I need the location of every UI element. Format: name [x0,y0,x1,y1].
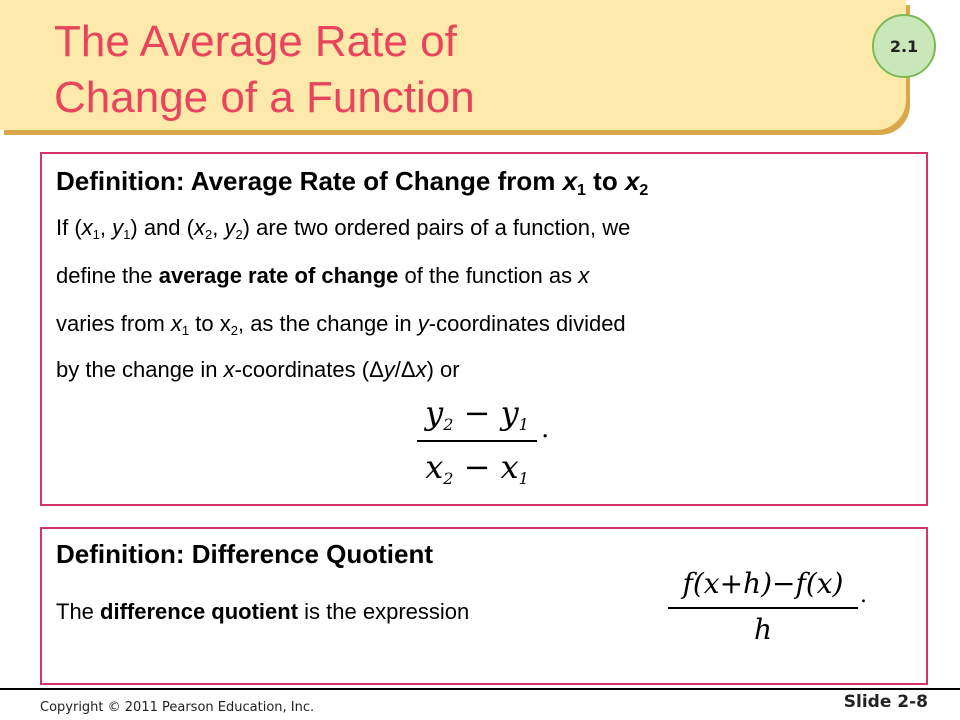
definition-heading: Definition: Difference Quotient [56,539,433,569]
definition-text-line: The difference quotient is the expression [56,599,470,624]
definition-text-line: If ($x_1$, $y_1$) and ($x_2$, $y_2$) are two ordered pairs of a function, we [56,215,631,242]
formula-denominator: h [753,613,773,646]
section-badge: 2.1 [872,14,936,78]
formula-numerator: $y_2 - y_1$ [425,394,529,434]
definition-box-difference-quotient [40,527,928,685]
definition-box-average-rate [40,152,928,506]
fraction-bar [417,440,537,442]
slide-title [54,14,475,126]
definition-text-line: varies from $x_1$ to $x_2$, as the change in y-coordinates divided [56,311,626,338]
term-average-rate-of-change: average rate of change [158,263,399,288]
term-difference-quotient: difference quotient [100,599,299,624]
formula-period: . [860,583,867,608]
formula-denominator: $x_2 - x_1$ [425,448,529,488]
copyright-notice: Copyright © 2011 Pearson Education, Inc. [40,700,315,715]
footer-rule [0,688,960,690]
formula-period: . [541,414,550,444]
definition-text-line: by the change in x-coordinates (Δy/Δx) or [56,357,460,382]
definition-text-line: define the average rate of change of the function as x [56,263,590,288]
formula-numerator: f(x+h)−f(x) [682,567,844,600]
title-panel [0,0,906,130]
slide-title-line1: The Average Rate of [54,17,457,66]
slide-title-line2: Change of a Function [54,73,475,122]
slide-number: Slide 2-8 [843,692,928,712]
fraction-bar [668,607,858,609]
definition-heading: Definition: Average Rate of Change from $x_1$ to $x_2$ [56,166,649,199]
